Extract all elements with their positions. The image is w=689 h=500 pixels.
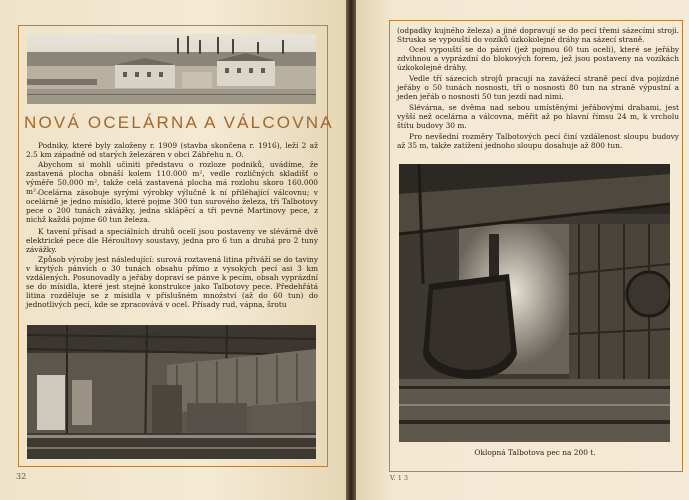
signature-mark: V. 1 3 — [390, 474, 409, 482]
right-page — [356, 0, 689, 500]
paragraph: Ocel vypouští se do pánví (jež pojmou 60 tun oceli), které se jeřáby zdvihnou a vyprázdní do blokových forem, jež jsou postaveny na vozíkách úzkokolejné dráhy. — [397, 45, 679, 73]
paragraph: K tavení přísad a speciálních druhů ocelí jsou postaveny ve slévárně dvě elektrické pece dle Héroultovy soustavy, jedna pro 6 tun a druhá pro 2 tuny závážky. — [26, 227, 318, 255]
paragraph: Způsob výroby jest následující: surová roztavená litina přiváží se do taviny v krytých pánvích o 30 tunách obsahu přímo z vysokých pecí asi 3 km vzdálených. Posunovadly a jeřáby dopraví se pánve k pecím, obsah vyprázdní se do mísidla, které jest stejné konstrukce jako Talbotovy pece. Předehřátá litina rozděluje se z mísidla v příslušném množství (až do 60 tun) do jednotlivých pecí, kde se zpracovává v ocel. Přísady rud, vápna, šrotu — [26, 255, 318, 310]
steelworks-exterior-photo — [27, 34, 316, 104]
talbot-furnace-photo — [399, 164, 670, 442]
photo-caption: Oklopná Talbotova pec na 200 t. — [474, 448, 596, 457]
paragraph: Podniky, které byly založeny r. 1909 (stavba skončena r. 1916), leží 2 až 2.5 km západně od starých železáren v obci Zábřehu n. O. — [26, 141, 318, 160]
page-number: 32 — [16, 472, 27, 481]
paragraph: Pro nevšední rozměry Talbotových pecí činí vzdálenost sloupu budovy až 35 m, takže zatížení jednoho sloupu dosahuje až 800 tun. — [397, 132, 679, 151]
chapter-title: NOVÁ OCELÁRNA A VÁLCOVNA — [24, 113, 334, 132]
paragraph: Ocelárna zásobuje syrými výrobky výlučně k ní přiléhající válcovnu; v ocelárně je jedno mísidlo, které pojme 300 tun surového železa, tři Talbotovy pece o 200 tunách závážky, jedna sklápěcí a tři pevné Martinovy pece, z nichž každá pojme 60 tun železa. — [26, 188, 318, 225]
paragraph: Vedle tří sázecích strojů pracují na zavážecí straně pecí dva pojízdné jeřáby o 50 tunách nosnosti, tři o nosnosti 80 tun na straně výpustní a jeden jeřáb o nosnosti 50 tun jezdí nad nimi. — [397, 74, 679, 102]
paragraph: (odpadky kujného železa) a jiné dopravují se do pecí třemi sázecími stroji. Struska se vypouští do vozíků úzkokolejné dráhy na sázecí straně. — [397, 26, 679, 45]
steelworks-interior-photo — [27, 325, 316, 459]
paragraph: Slévárna, se dvěma nad sebou umístěnými jeřábovými drahami, jest vyšší než ocelárna a válcovna, měřit až po hlavní římsu 24 m, k vrcholu štítu budovy 30 m. — [397, 103, 679, 131]
book-gutter — [346, 0, 356, 500]
paragraph: Abychom si mohli učiniti představu o rozloze podniků, uvádíme, že zastavená plocha obnáší kolem 110.000 m², vedle rozličných skladišť o výměře 50.000 m², takže celá zastavená plocha má rozlohu skoro 160.000 m². — [26, 160, 318, 197]
